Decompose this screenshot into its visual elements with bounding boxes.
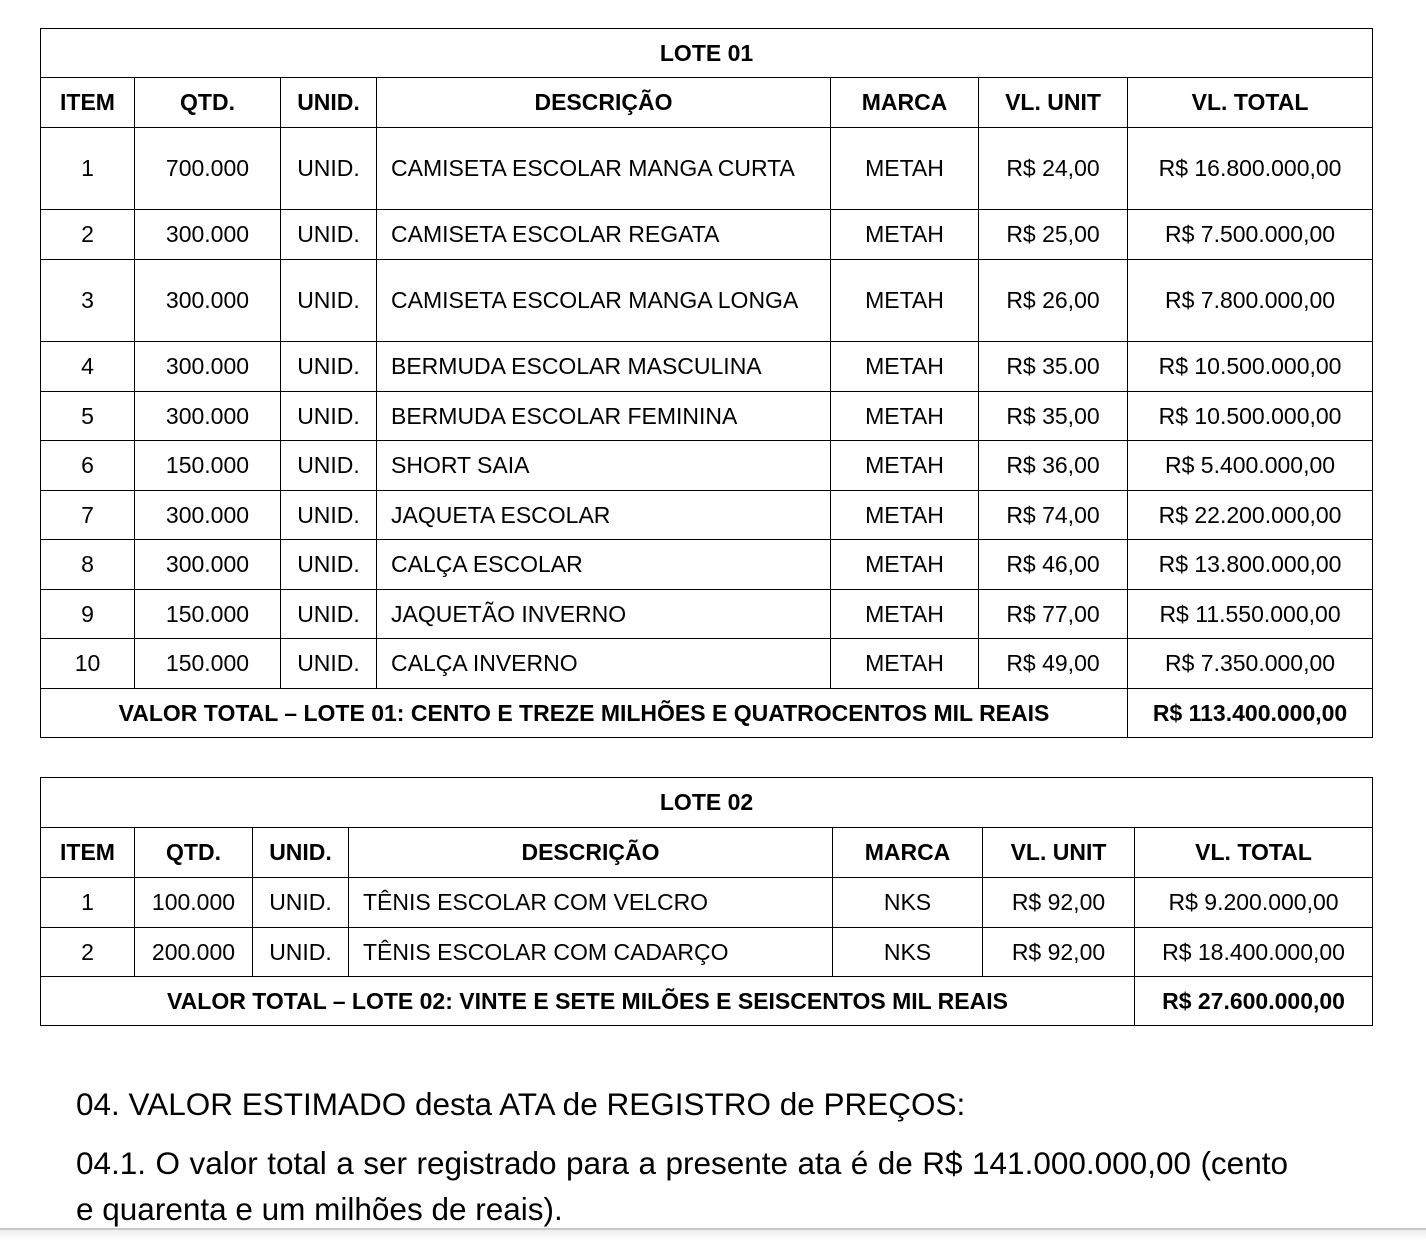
cell-unid: UNID. bbox=[281, 128, 377, 210]
column-header-vl-total: VL. TOTAL bbox=[1135, 828, 1373, 878]
cell-vl-total: R$ 16.800.000,00 bbox=[1128, 128, 1373, 210]
cell-vl-unit: R$ 26,00 bbox=[979, 260, 1128, 342]
cell-descricao: CAMISETA ESCOLAR MANGA LONGA bbox=[377, 260, 831, 342]
cell-marca: METAH bbox=[831, 260, 979, 342]
cell-item: 3 bbox=[41, 260, 135, 342]
page-bottom-shadow bbox=[0, 1230, 1426, 1240]
column-header-vl-unit: VL. UNIT bbox=[983, 828, 1135, 878]
cell-marca: METAH bbox=[831, 639, 979, 689]
cell-qtd: 300.000 bbox=[135, 540, 281, 590]
cell-vl-unit: R$ 46,00 bbox=[979, 540, 1128, 590]
cell-item: 6 bbox=[41, 441, 135, 491]
cell-vl-unit: R$ 92,00 bbox=[983, 878, 1135, 928]
cell-marca: METAH bbox=[831, 342, 979, 392]
cell-unid: UNID. bbox=[253, 928, 349, 977]
cell-descricao: TÊNIS ESCOLAR COM VELCRO bbox=[349, 878, 833, 928]
table-row bbox=[41, 128, 1373, 210]
cell-item: 4 bbox=[41, 342, 135, 392]
table-row bbox=[41, 540, 1373, 590]
section-heading: 04. VALOR ESTIMADO desta ATA de REGISTRO de PREÇOS: bbox=[76, 1086, 966, 1122]
lote-title: LOTE 02 bbox=[41, 778, 1373, 828]
cell-unid: UNID. bbox=[253, 878, 349, 928]
column-header-unid: UNID. bbox=[281, 78, 377, 128]
cell-descricao: JAQUETÃO INVERNO bbox=[377, 590, 831, 639]
cell-unid: UNID. bbox=[281, 590, 377, 639]
cell-marca: METAH bbox=[831, 491, 979, 540]
column-header-item: ITEM bbox=[41, 828, 135, 878]
cell-vl-total: R$ 7.350.000,00 bbox=[1128, 639, 1373, 689]
column-header-marca: MARCA bbox=[833, 828, 983, 878]
column-header-vl-unit: VL. UNIT bbox=[979, 78, 1128, 128]
cell-vl-total: R$ 22.200.000,00 bbox=[1128, 491, 1373, 540]
cell-descricao: JAQUETA ESCOLAR bbox=[377, 491, 831, 540]
column-header-vl-total: VL. TOTAL bbox=[1128, 78, 1373, 128]
table-row bbox=[41, 342, 1373, 392]
cell-vl-unit: R$ 35.00 bbox=[979, 342, 1128, 392]
cell-descricao: CAMISETA ESCOLAR REGATA bbox=[377, 210, 831, 260]
cell-unid: UNID. bbox=[281, 441, 377, 491]
cell-item: 5 bbox=[41, 392, 135, 441]
table-row bbox=[41, 392, 1373, 441]
table-row bbox=[41, 210, 1373, 260]
cell-item: 9 bbox=[41, 590, 135, 639]
cell-item: 2 bbox=[41, 210, 135, 260]
column-header-item: ITEM bbox=[41, 78, 135, 128]
cell-qtd: 150.000 bbox=[135, 639, 281, 689]
column-header-unid: UNID. bbox=[253, 828, 349, 878]
cell-descricao: BERMUDA ESCOLAR FEMININA bbox=[377, 392, 831, 441]
cell-qtd: 700.000 bbox=[135, 128, 281, 210]
cell-vl-unit: R$ 49,00 bbox=[979, 639, 1128, 689]
cell-vl-unit: R$ 92,00 bbox=[983, 928, 1135, 977]
table-row bbox=[41, 878, 1373, 928]
cell-vl-total: R$ 9.200.000,00 bbox=[1135, 878, 1373, 928]
cell-descricao: CAMISETA ESCOLAR MANGA CURTA bbox=[377, 128, 831, 210]
cell-descricao: SHORT SAIA bbox=[377, 441, 831, 491]
cell-unid: UNID. bbox=[281, 540, 377, 590]
cell-descricao: CALÇA ESCOLAR bbox=[377, 540, 831, 590]
column-header-descricao: DESCRIÇÃO bbox=[349, 828, 833, 878]
cell-item: 8 bbox=[41, 540, 135, 590]
table-row bbox=[41, 491, 1373, 540]
cell-unid: UNID. bbox=[281, 392, 377, 441]
cell-vl-unit: R$ 74,00 bbox=[979, 491, 1128, 540]
lote-title: LOTE 01 bbox=[41, 29, 1373, 78]
total-value: R$ 27.600.000,00 bbox=[1135, 977, 1373, 1026]
cell-marca: NKS bbox=[833, 878, 983, 928]
cell-marca: NKS bbox=[833, 928, 983, 977]
cell-vl-total: R$ 18.400.000,00 bbox=[1135, 928, 1373, 977]
cell-vl-total: R$ 10.500.000,00 bbox=[1128, 342, 1373, 392]
cell-qtd: 100.000 bbox=[135, 878, 253, 928]
cell-descricao: BERMUDA ESCOLAR MASCULINA bbox=[377, 342, 831, 392]
cell-item: 1 bbox=[41, 878, 135, 928]
cell-unid: UNID. bbox=[281, 210, 377, 260]
cell-qtd: 200.000 bbox=[135, 928, 253, 977]
cell-qtd: 150.000 bbox=[135, 590, 281, 639]
lote-01-table bbox=[40, 28, 1373, 738]
column-header-qtd: QTD. bbox=[135, 828, 253, 878]
column-header-qtd: QTD. bbox=[135, 78, 281, 128]
cell-descricao: TÊNIS ESCOLAR COM CADARÇO bbox=[349, 928, 833, 977]
cell-item: 1 bbox=[41, 128, 135, 210]
cell-descricao: CALÇA INVERNO bbox=[377, 639, 831, 689]
cell-vl-unit: R$ 35,00 bbox=[979, 392, 1128, 441]
cell-marca: METAH bbox=[831, 590, 979, 639]
cell-item: 10 bbox=[41, 639, 135, 689]
table-row bbox=[41, 639, 1373, 689]
cell-vl-total: R$ 13.800.000,00 bbox=[1128, 540, 1373, 590]
cell-qtd: 300.000 bbox=[135, 392, 281, 441]
cell-marca: METAH bbox=[831, 392, 979, 441]
cell-unid: UNID. bbox=[281, 260, 377, 342]
column-header-descricao: DESCRIÇÃO bbox=[377, 78, 831, 128]
cell-item: 7 bbox=[41, 491, 135, 540]
cell-qtd: 300.000 bbox=[135, 491, 281, 540]
cell-vl-unit: R$ 24,00 bbox=[979, 128, 1128, 210]
cell-marca: METAH bbox=[831, 128, 979, 210]
cell-vl-unit: R$ 25,00 bbox=[979, 210, 1128, 260]
cell-qtd: 300.000 bbox=[135, 210, 281, 260]
column-header-marca: MARCA bbox=[831, 78, 979, 128]
total-label: VALOR TOTAL – LOTE 02: VINTE E SETE MILÕES E SEISCENTOS MIL REAIS bbox=[41, 977, 1135, 1026]
cell-vl-total: R$ 7.500.000,00 bbox=[1128, 210, 1373, 260]
cell-marca: METAH bbox=[831, 210, 979, 260]
cell-qtd: 150.000 bbox=[135, 441, 281, 491]
cell-qtd: 300.000 bbox=[135, 342, 281, 392]
cell-vl-total: R$ 10.500.000,00 bbox=[1128, 392, 1373, 441]
total-row bbox=[41, 689, 1373, 738]
cell-vl-total: R$ 7.800.000,00 bbox=[1128, 260, 1373, 342]
cell-vl-total: R$ 11.550.000,00 bbox=[1128, 590, 1373, 639]
total-row bbox=[41, 977, 1373, 1026]
total-value: R$ 113.400.000,00 bbox=[1128, 689, 1373, 738]
cell-item: 2 bbox=[41, 928, 135, 977]
table-row bbox=[41, 928, 1373, 977]
cell-marca: METAH bbox=[831, 441, 979, 491]
total-label: VALOR TOTAL – LOTE 01: CENTO E TREZE MILHÕES E QUATROCENTOS MIL REAIS bbox=[41, 689, 1128, 738]
table-row bbox=[41, 590, 1373, 639]
cell-unid: UNID. bbox=[281, 491, 377, 540]
cell-marca: METAH bbox=[831, 540, 979, 590]
cell-vl-unit: R$ 77,00 bbox=[979, 590, 1128, 639]
table-row bbox=[41, 260, 1373, 342]
section-paragraph: 04.1. O valor total a ser registrado para a presente ata é de R$ 141.000.000,00 (cento e quarenta e um milhões de reais). bbox=[76, 1145, 1288, 1227]
cell-vl-unit: R$ 36,00 bbox=[979, 441, 1128, 491]
cell-vl-total: R$ 5.400.000,00 bbox=[1128, 441, 1373, 491]
table-row bbox=[41, 441, 1373, 491]
cell-qtd: 300.000 bbox=[135, 260, 281, 342]
lote-02-table bbox=[40, 777, 1373, 1026]
cell-unid: UNID. bbox=[281, 342, 377, 392]
cell-unid: UNID. bbox=[281, 639, 377, 689]
